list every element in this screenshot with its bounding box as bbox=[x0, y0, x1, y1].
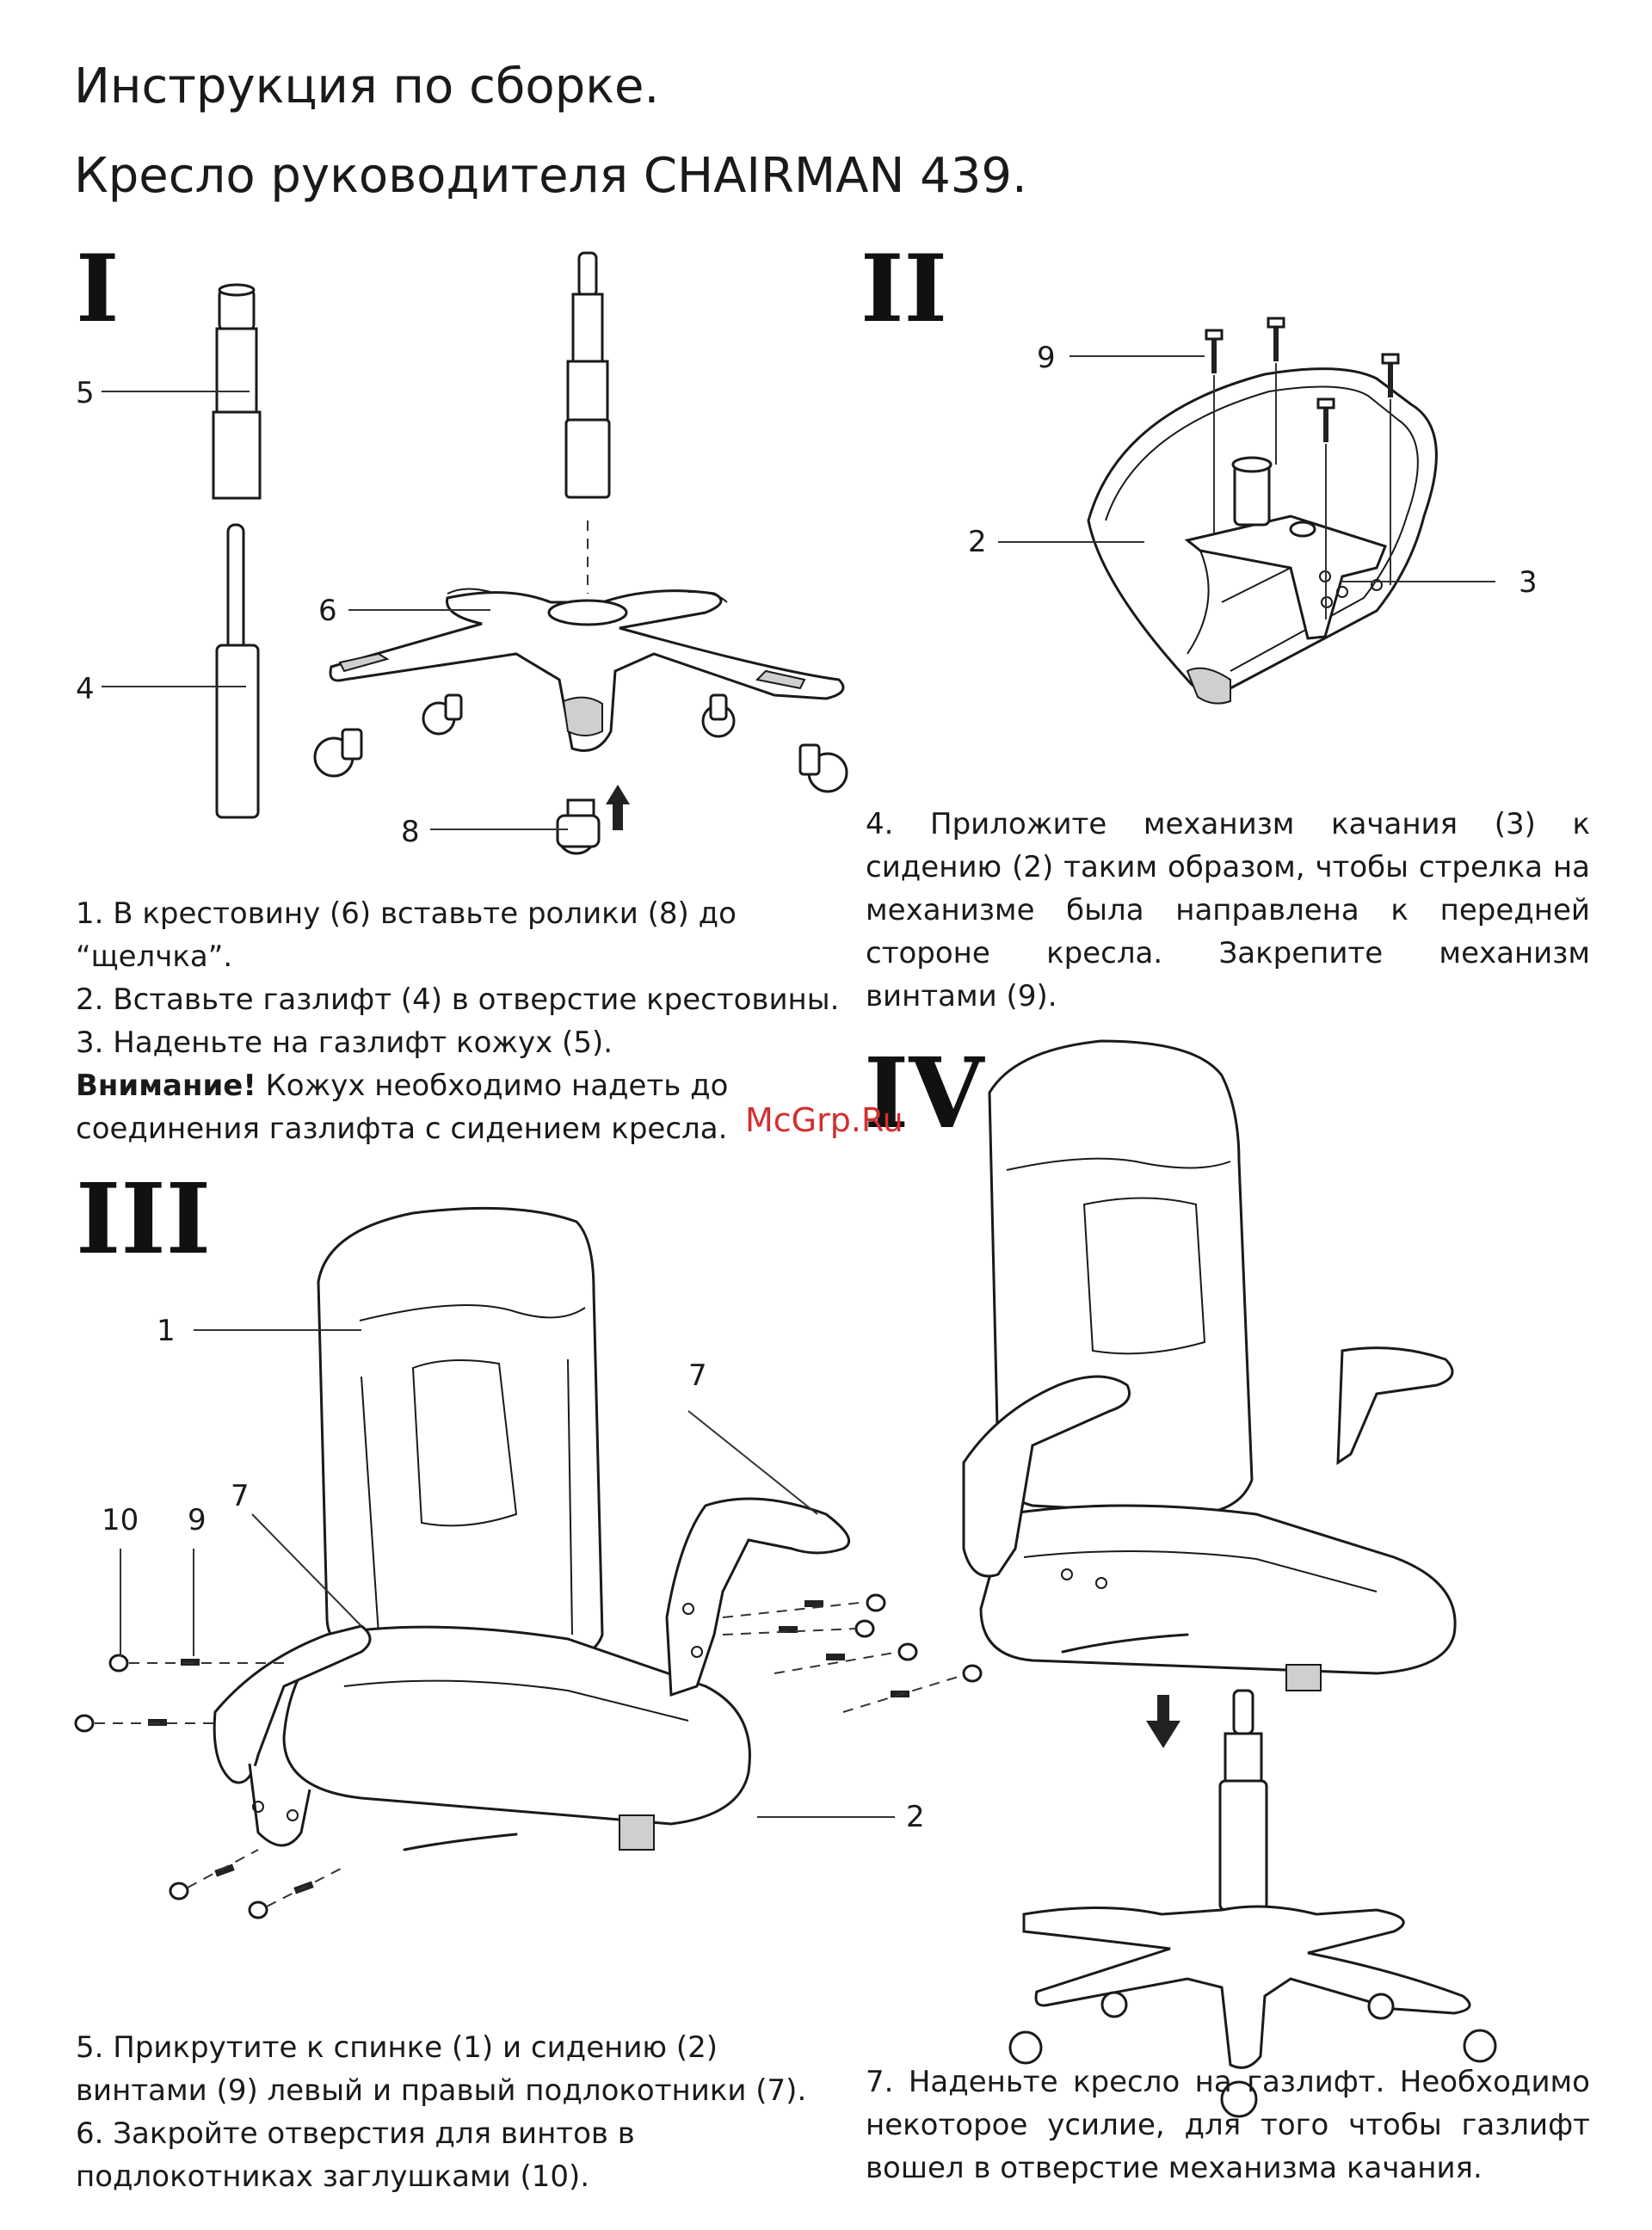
full-chair-drawing bbox=[964, 1041, 1455, 1691]
step-1: 1. В крестовину (6) вставьте ролики (8) до “щелчка”. bbox=[76, 896, 737, 974]
callout-9: 9 bbox=[1037, 341, 1056, 375]
callout-5: 5 bbox=[76, 376, 95, 410]
lower-base-drawing bbox=[1010, 1691, 1495, 2116]
step-7: 7. Наденьте кресло на газлифт. Необходимо некоторое усилие, для того чтобы газлифт вошел в отверстие механизма качания. bbox=[866, 2065, 1590, 2185]
section-4-instructions bbox=[866, 2061, 1590, 2190]
callout-7-right: 7 bbox=[688, 1358, 707, 1393]
page-subtitle: Кресло руководителя CHAIRMAN 439. bbox=[74, 148, 1027, 204]
section-3-numeral: III bbox=[76, 1163, 212, 1276]
page-title: Инструкция по сборке. bbox=[74, 59, 660, 114]
watermark: McGrp.Ru bbox=[745, 1101, 903, 1139]
warning-text: Кожух необходимо надеть до соединения газлифта с сидением кресла. bbox=[76, 1069, 729, 1146]
section-4-numeral: IV bbox=[864, 1038, 984, 1150]
callout-9-s3: 9 bbox=[188, 1503, 206, 1537]
warning-label: Внимание! bbox=[76, 1069, 256, 1103]
step-3: 3. Наденьте на газлифт кожух (5). bbox=[76, 1026, 613, 1060]
step-4: 4. Приложите механизм качания (3) к сидению (2) таким образом, чтобы стрелка на механизме была направлена к передней стороне кресла. Закрепите механизм винтами (9). bbox=[866, 807, 1590, 1013]
callout-8: 8 bbox=[401, 815, 420, 849]
callout-2: 2 bbox=[968, 525, 987, 559]
callout-1: 1 bbox=[157, 1314, 176, 1348]
section-1-numeral: I bbox=[76, 235, 120, 343]
callout-2-s3: 2 bbox=[906, 1800, 925, 1834]
callout-4: 4 bbox=[76, 672, 95, 706]
callout-7-left: 7 bbox=[231, 1479, 250, 1513]
callout-3: 3 bbox=[1519, 565, 1538, 600]
callout-10: 10 bbox=[102, 1503, 139, 1537]
section-2-numeral: II bbox=[860, 235, 948, 343]
step-5: 5. Прикрутите к спинке (1) и сидению (2) винтами (9) левый и правый подлокотники (7). bbox=[76, 2030, 807, 2108]
step-2: 2. Вставьте газлифт (4) в отверстие крестовины. bbox=[76, 983, 840, 1017]
callout-6: 6 bbox=[318, 594, 337, 628]
step-6: 6. Закройте отверстия для винтов в подлокотниках заглушками (10). bbox=[76, 2116, 635, 2194]
